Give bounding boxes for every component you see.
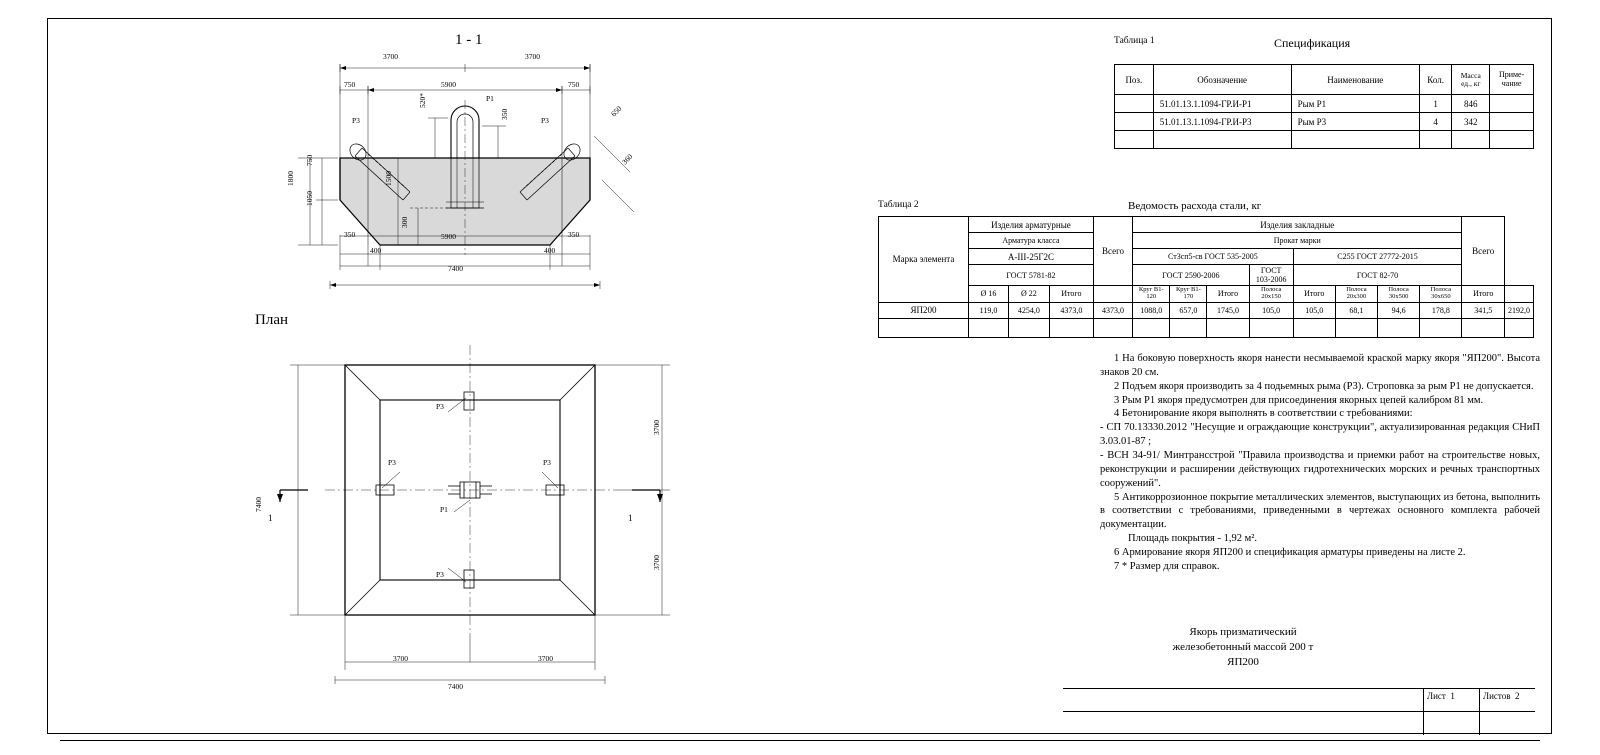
steel-cell-empty (1378, 318, 1420, 337)
spec-col-name: Наименование (1291, 65, 1419, 95)
steel-cell-itogo2: 1745,0 (1207, 302, 1249, 318)
steel-cell-empty (1207, 318, 1249, 337)
sheets-label: Листов 2 (1483, 691, 1520, 701)
steel-cell-itogo1: 4373,0 (1049, 302, 1093, 318)
spec-col-mass: Масса ед., кг (1452, 65, 1490, 95)
steel-col-krug120: Круг В1-120 (1133, 286, 1170, 303)
spec-col-qty: Кол. (1419, 65, 1451, 95)
title-divider-top (1063, 688, 1535, 689)
steel-col-polosa30x650: Полоса 30х650 (1420, 286, 1462, 303)
steel-cell-total-emb: 2192,0 (1505, 302, 1534, 318)
section-view-title: 1 - 1 (455, 32, 483, 48)
spec-cell-pos (1115, 113, 1154, 131)
note-item: Площадь покрытия - 1,92 м². (1128, 533, 1258, 545)
steel-cell-empty (1293, 318, 1335, 337)
table-header-row (879, 286, 1534, 303)
steel-col-polosa20x300: Полоса 20х300 (1335, 286, 1377, 303)
spec-cell-pos (1115, 131, 1154, 149)
steel-cell-empty (968, 318, 1008, 337)
frame-left-border (47, 18, 48, 733)
steel-cell-empty (1093, 318, 1132, 337)
spec-cell-designation (1153, 131, 1291, 149)
steel-cell-empty (1133, 318, 1170, 337)
table-row (1115, 113, 1534, 131)
spec-cell-mass (1452, 131, 1490, 149)
steel-cell-empty (1335, 318, 1377, 337)
steel-table-caption: Таблица 2 (878, 200, 919, 210)
steel-col-krug170: Круг В1-170 (1170, 286, 1207, 303)
steel-cell-empty (1420, 318, 1462, 337)
steel-gost2590: ГОСТ 2590-2006 (1133, 265, 1250, 286)
spec-cell-name: Рым Р1 (1291, 95, 1419, 113)
steel-rolled-label: Прокат марки (1133, 233, 1462, 249)
specification-table (1114, 64, 1534, 149)
steel-group-embedded: Изделия закладные (1133, 217, 1462, 233)
table-header-row (879, 233, 1534, 249)
steel-col-polosa20x150: Полоса 20х150 (1249, 286, 1293, 303)
note-item: - ВСН 34-91/ Минтрансстрой "Правила производства и приемки работ на строительстве новых, реконструкции и расширении действующих гидротехнических морских и речных транспортных сооружений". (1100, 450, 1540, 489)
steel-cell-empty (1049, 318, 1093, 337)
title-name-line3: ЯП200 (1227, 655, 1259, 668)
steel-cell-d22: 4254,0 (1009, 302, 1050, 318)
sheet-value: 1 (1450, 691, 1455, 701)
note-item: 5 Антикоррозионное покрытие металлических элементов, выступающих из бетона, выполнить в соответствии с требованиями, приведенными в чертежах основного комплекта рабочей документации. (1100, 491, 1540, 531)
steel-cell-krug120: 1088,0 (1133, 302, 1170, 318)
steel-col-itogo1: Итого (1049, 286, 1093, 303)
spec-cell-name (1291, 131, 1419, 149)
steel-col-total-emb: Всего (1462, 217, 1505, 286)
table-header-row (879, 217, 1534, 233)
steel-table-title: Ведомость расхода стали, кг (1128, 200, 1262, 212)
steel-gost5781: ГОСТ 5781-82 (968, 265, 1093, 286)
spec-cell-qty: 1 (1419, 95, 1451, 113)
plan-view-graphic (250, 340, 950, 740)
specification-caption: Таблица 1 (1114, 36, 1155, 46)
note-item: - СП 70.13330.2012 "Несущие и ограждающие конструкции", актуализированная редакция СНиП 3.03.01-87 ; (1100, 422, 1540, 448)
spec-cell-note (1490, 131, 1534, 149)
title-name-line2: железобетонный массой 200 т (1172, 640, 1314, 653)
steel-col-itogo2: Итого (1207, 286, 1249, 303)
spec-cell-qty (1419, 131, 1451, 149)
spec-col-designation: Обозначение (1153, 65, 1291, 95)
spec-cell-mass: 846 (1452, 95, 1490, 113)
title-vdivider-2 (1479, 688, 1480, 735)
spec-cell-mass: 342 (1452, 113, 1490, 131)
steel-col-d16: Ø 16 (968, 286, 1008, 303)
note-item: 2 Подъем якоря производить за 4 подьемных рыма (Р3). Строповка за рым Р1 не допускается. (1114, 380, 1534, 392)
steel-consumption-table (878, 216, 1534, 338)
steel-col-polosa30x500: Полоса 30х500 (1378, 286, 1420, 303)
steel-col-total-emb-blank (1505, 286, 1534, 303)
spec-cell-designation: 51.01.13.1.1094-ГР.И-Р3 (1153, 113, 1291, 131)
note-item: 6 Армирование якоря ЯП200 и спецификация арматуры приведены на листе 2. (1114, 547, 1466, 559)
steel-cell-mark: ЯП200 (879, 302, 969, 318)
spec-cell-name: Рым Р3 (1291, 113, 1419, 131)
table-header-row (1115, 65, 1534, 95)
steel-col-mark: Марка элемента (879, 217, 969, 303)
table-row (1115, 131, 1534, 149)
title-name-line1: Якорь призматический (1189, 626, 1297, 638)
spec-cell-designation: 51.01.13.1.1094-ГР.И-Р1 (1153, 95, 1291, 113)
steel-consumption-block (878, 200, 1534, 338)
steel-cell-empty (1009, 318, 1050, 337)
steel-cell-empty (1462, 318, 1505, 337)
table-header-row (879, 265, 1534, 286)
table-row (1115, 95, 1534, 113)
spec-cell-pos (1115, 95, 1154, 113)
sheet-label: Лист 1 (1427, 691, 1455, 701)
note-item: 1 На боковую поверхность якоря нанести несмываемой краской марку якоря "ЯП200". Высота знаков 20 см. (1100, 353, 1540, 378)
steel-col-itogo4: Итого (1462, 286, 1505, 303)
spec-col-pos: Поз. (1115, 65, 1154, 95)
steel-cell-polosa30x650: 178,8 (1420, 302, 1462, 318)
steel-col-itogo3: Итого (1293, 286, 1335, 303)
spec-cell-note (1490, 113, 1534, 131)
spec-col-note: Приме- чание (1490, 65, 1534, 95)
specification-block (1114, 36, 1534, 149)
steel-class-value: А-III-25Г2С (968, 249, 1093, 265)
steel-cell-polosa20x300: 68,1 (1335, 302, 1377, 318)
steel-gost82: ГОСТ 82-70 (1293, 265, 1462, 286)
steel-cell-empty (1505, 318, 1534, 337)
steel-cell-krug170: 657,0 (1170, 302, 1207, 318)
steel-cell-empty (879, 318, 969, 337)
plan-view-title: План (255, 312, 289, 328)
table-row (879, 302, 1534, 318)
spec-cell-qty: 4 (1419, 113, 1451, 131)
sheets-value: 2 (1514, 691, 1520, 701)
steel-st3-label: Ст3сп5-св ГОСТ 535-2005 (1133, 249, 1294, 265)
steel-cell-itogo4: 341,5 (1462, 302, 1505, 318)
frame-bottom-inner-border (60, 740, 1540, 741)
frame-right-border (1551, 18, 1552, 733)
specification-title: Спецификация (1274, 36, 1351, 50)
steel-gost103: ГОСТ 103-2006 (1249, 265, 1293, 286)
steel-col-total-arm-blank (1093, 286, 1132, 303)
note-item: 7 * Размер для справок. (1114, 560, 1220, 572)
note-item: 3 Рым Р1 якоря предусмотрен для присоединения якорных цепей калибром 81 мм. (1114, 394, 1484, 406)
steel-col-total-arm: Всего (1093, 217, 1132, 286)
title-divider-bottom (1063, 711, 1535, 712)
steel-cell-empty (1249, 318, 1293, 337)
title-vdivider-1 (1423, 688, 1424, 735)
table-row (879, 318, 1534, 337)
drawing-sheet: 1 - 1 3700 3700 750 5900 750 520* Р1 350 Р3 Р3 650 360 1800 750 1050 1500 300 350 5900 350 400 400 7400 План Р3 Р3 Р3 Р3 Р1 1 1 7400 3700 3700 3700 3700 7400 Таблица 1 Спецификация Поз. Обозначение Наименование Кол. Масса ед., кг Приме- чание 51.01.13.1.1094-ГР.И-Р1 Рым Р1 1 846 51.01.13.1.1094-ГР.И-Р3 Рым Р3 4 342 Таблица 2 Ведомость расхода стали, кг Марка элемента Изделия арматурные Всего Изделия закладные Всего Арматура класса Прокат марки А-III-25Г2С Ст3сп5-св ГОСТ 535-2005 С255 ГОСТ 27772-2015 ГОСТ 5781-82 ГОСТ 2590-2006 ГОСТ 103-2006 ГОСТ 82-70 Ø 16 Ø 22 Итого Круг В1-120 Круг В1-170 Итого Полоса 20х150 Итого Полоса 20х300 Полоса 30х500 Полоса 30х650 Итого ЯП200 119,0 4254,0 4373,0 4373,0 1088,0 657,0 1745,0 105,0 105,0 68,1 94,6 178,8 341,5 2192,0 1 На боковую поверхность якоря нанести несмываемой краской марку якоря "ЯП200". Высота знаков 20 см. 2 Подъем якоря производить за 4 подьемных рыма (Р3). Строповка за рым Р1 не допускается. 3 Рым Р1 якоря предусмотрен для присоединения якорных цепей калибром 81 мм. 4 Бетонирование якоря выполнять в соответствии с требованиями: - СП 70.13330.2012 "Несущие и ограждающие конструкции", актуализированная редакция СНиП 3.03.01-87 ; - ВСН 34-91/ Минтрансстрой "Правила производства и приемки работ на строительстве новых, реконструкции и расширении действующих гидротехнических морских и речных транспортных сооружений". 5 Антикоррозионное покрытие металлических элементов, выступающих из бетона, выполнить в соответствии с требованиями, приведенными в чертежах основного комплекта рабочей документации. Площадь покрытия - 1,92 м². 6 Армирование якоря ЯП200 и спецификация арматуры приведены на листе 2. 7 * Размер для справок. Якорь призматический железобетонный массой 200 т ЯП200 Лист 1 Листов 2 (0, 0, 1600, 755)
notes-block (1100, 352, 1540, 574)
note-item: 4 Бетонирование якоря выполнять в соответствии с требованиями: (1114, 408, 1413, 420)
steel-cell-d16: 119,0 (968, 302, 1008, 318)
steel-cell-polosa20x150: 105,0 (1249, 302, 1293, 318)
spec-cell-note (1490, 95, 1534, 113)
title-block-name (1063, 625, 1423, 670)
table-header-row (879, 249, 1534, 265)
steel-class-label: Арматура класса (968, 233, 1093, 249)
frame-top-border (47, 18, 1552, 19)
steel-cell-itogo3: 105,0 (1293, 302, 1335, 318)
steel-c255-label: С255 ГОСТ 27772-2015 (1293, 249, 1462, 265)
steel-group-reinforcement: Изделия арматурные (968, 217, 1093, 233)
steel-cell-polosa30x500: 94,6 (1378, 302, 1420, 318)
steel-cell-empty (1170, 318, 1207, 337)
steel-col-d22: Ø 22 (1009, 286, 1050, 303)
steel-cell-total-arm: 4373,0 (1093, 302, 1132, 318)
